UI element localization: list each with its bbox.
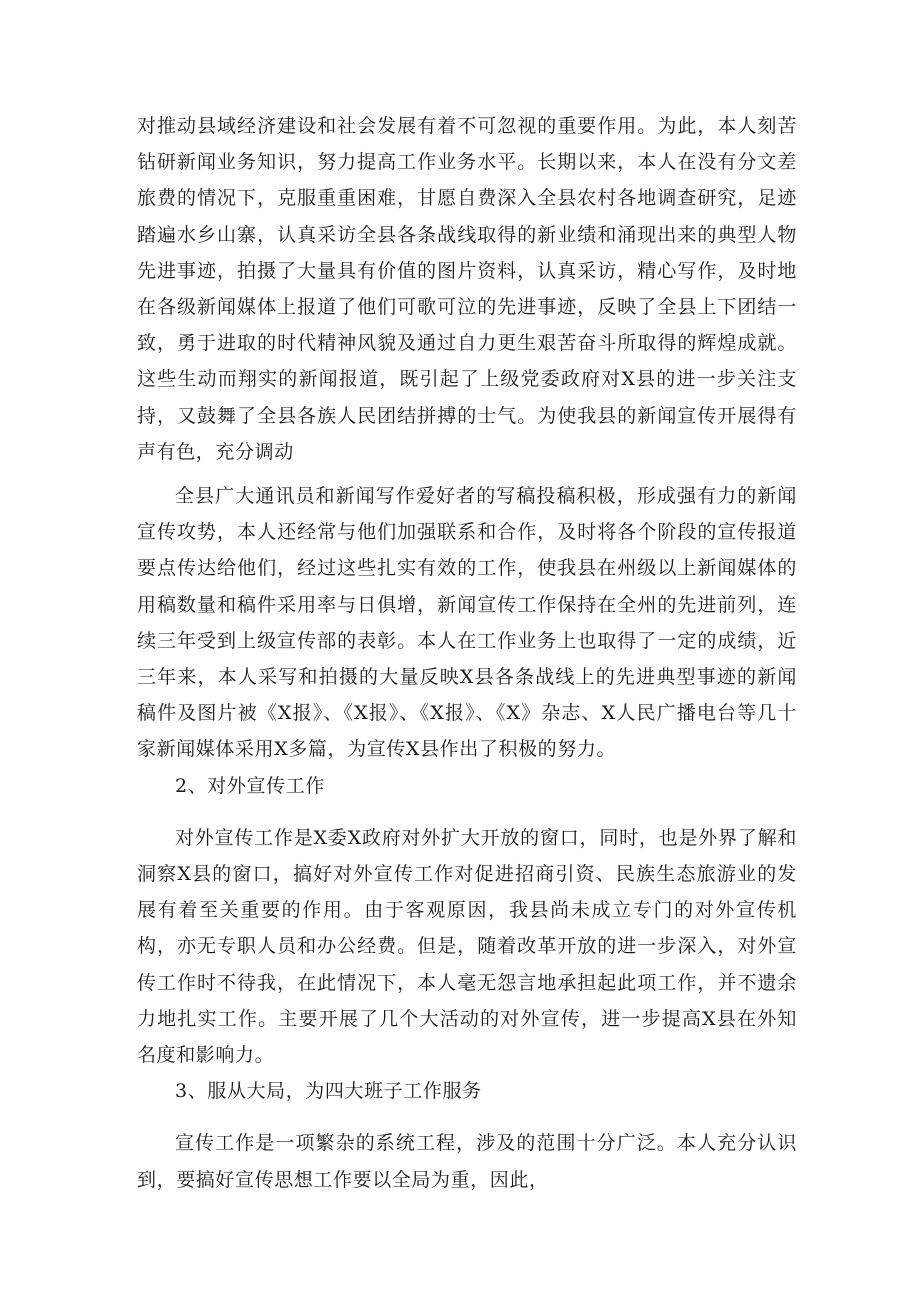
section-heading-external-publicity: 2、对外宣传工作 (175, 774, 325, 797)
paragraph-external-publicity: 对外宣传工作是X委X政府对外扩大开放的窗口，同时，也是外界了解和洞察X县的窗口，搞好对外宣传工作对促进招商引资、民族生态旅游业的发展有着至关重要的作用。由于客观原因，我县尚未成立专门的对外宣传机构，亦无专职人员和办公经费。但是，随着改革开放的进一步深入，对外宣传工作时不待我，在此情况下，本人毫无怨言地承担起此项工作，并不遗余力地扎实工作。主要开展了几个大活动的对外宣传，进一步提高X县在外知名度和影响力。 (137, 826, 797, 1067)
paragraph-county-news-reporting: 对推动县域经济建设和社会发展有着不可忽视的重要作用。为此，本人刻苦钻研新闻业务知识，努力提高工作业务水平。长期以来，本人在没有分文差旅费的情况下，克服重重困难，甘愿自费深入全县农村各地调查研究，足迹踏遍水乡山寨，认真采访全县各条战线取得的新业绩和涌现出来的典型人物先进事迹，拍摄了大量具有价值的图片资料，认真采访，精心写作，及时地在各级新闻媒体上报道了他们可歌可泣的先进事迹，反映了全县上下团结一致，勇于进取的时代精神风貌及通过自力更生艰苦奋斗所取得的辉煌成就。这些生动而翔实的新闻报道，既引起了上级党委政府对X县的进一步关注支持，又鼓舞了全县各族人民团结拼搏的士气。为使我县的新闻宣传开展得有声有色，充分调动 (137, 115, 797, 463)
document-body (137, 108, 797, 1198)
paragraph-systematic-work: 宣传工作是一项繁杂的系统工程，涉及的范围十分广泛。本人充分认识到，要搞好宣传思想工作要以全局为重，因此， (137, 1132, 797, 1191)
paragraph-correspondents-cooperation: 全县广大通讯员和新闻写作爱好者的写稿投稿积极，形成强有力的新闻宣传攻势，本人还经常与他们加强联系和合作，及时将各个阶段的宣传报道要点传达给他们，经过这些扎实有效的工作，使我县在州级以上新闻媒体的用稿数量和稿件采用率与日俱增，新闻宣传工作保持在全州的先进前列，连续三年受到上级宣传部的表彰。本人在工作业务上也取得了一定的成绩，近三年来，本人采写和拍摄的大量反映X县各条战线上的先进典型事迹的新闻稿件及图片被《X报》、《X报》、《X报》、《X》杂志、X人民广播电台等几十家新闻媒体采用X多篇，为宣传X县作出了积极的努力。 (137, 485, 797, 761)
section-heading-serve-leadership: 3、服从大局，为四大班子工作服务 (175, 1080, 482, 1103)
